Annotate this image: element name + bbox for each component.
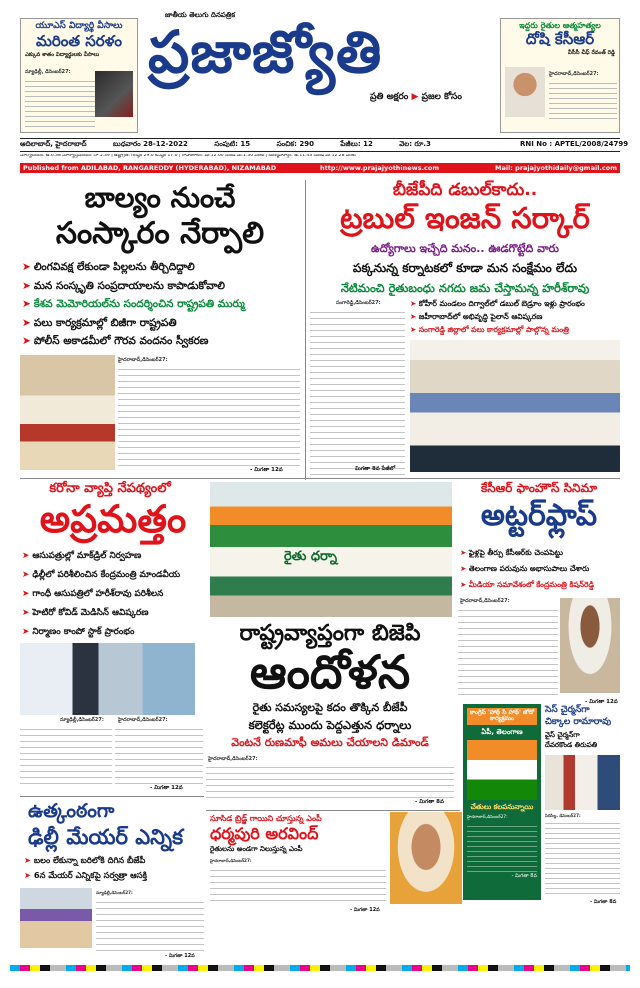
rni-number: RNI No : APTEL/2008/24799 [520, 140, 629, 148]
protest-headline-1: రాష్ట్రవ్యాప్తంగా బిజెపి [239, 621, 421, 646]
right-ear-sub: వీసీసీ చీఫ్ రేవంత్ రెడ్డి [567, 50, 615, 57]
bjp-bullet: ➤ జహీరాబాద్‌లో అభివృద్ధి పైలాన్ ఆవిష్కరణ [410, 312, 543, 321]
arvind-sub: రైతులను అండగా నిలుస్తున్న ఎంపీ [210, 845, 303, 853]
kishan-more: - మిగతా 12వ [585, 699, 618, 705]
kishan-reddy-photo [560, 598, 620, 693]
corona-bullet: ➤ గాంధీ ఆసుపత్రిలో హరీశ్‌రావు పరిశీలన [22, 589, 164, 599]
right-ear-body [549, 79, 617, 119]
mayor-byline: న్యూఢిల్లీ,డిసెంబర్27: [96, 890, 133, 895]
masthead-tagline: జాతీయ తెలుగు దినపత్రిక [165, 11, 235, 19]
left-ear-byline: న్యూఢిల్లీ, డిసెంబర్27: [25, 69, 71, 75]
president-bullet: ➤ పోలీస్ అకాడమీలో గౌరవ వందనం స్వీకరణ [22, 335, 209, 347]
bjp-bullet: ➤ సంగారెడ్డి జిల్లాలో పలు కార్యక్రమాల్లో పాల్గొన్న మంత్రి [410, 325, 569, 334]
motto-left: ప్రతి అక్షరం [370, 92, 409, 102]
protest-more: - మిగతా 8వ [415, 799, 444, 805]
congress-more: - మిగతా 8వ [511, 872, 537, 879]
president-bullet: ➤ పలు కార్యక్రమాల్లో బిజీగా రాష్ట్రపతి [22, 316, 177, 329]
protest-sub3: వెంటనే రుణమాఫీ అమలు చేయాలని డిమాండ్ [231, 736, 429, 749]
email-text: Mail: prajajyothidaily@gmail.com [495, 164, 617, 172]
mayor-bullets [24, 853, 206, 883]
corona-body-2 [115, 724, 203, 784]
mayor-kicker: ఉత్కంఠంగా [28, 800, 115, 822]
kishan-body [458, 605, 558, 700]
info-pages: పేజీలు: 12 [340, 140, 373, 148]
revanth-photo [505, 67, 545, 117]
bjp-bullet: ➤ కోహీర్ మండలం దిగ్వాల్‌లో డబుల్ బెడ్రూం ఇళ్లు ప్రారంభం [410, 299, 585, 308]
corona-bullet: ➤ ఢిల్లీలో పరిశీలించిన కేంద్రమంత్రి మాండవీయ [22, 570, 181, 580]
mayor-bullet: ➤ బలం లేకున్నా బరిలోకి దిగిన బీజేపీ [24, 855, 146, 865]
corona-body-1 [20, 724, 112, 784]
protest-headline-2: ఆందోళన [249, 645, 411, 699]
masthead-motto: ప్రతి అక్షరం ▶ ప్రజల కోసం [370, 92, 462, 102]
corona-kicker: కరోనా వ్యాప్తి నేపథ్యంలో [49, 481, 171, 496]
ces-headline-2: చిక్కాల రామారావు [545, 717, 612, 727]
president-byline: హైదరాబాద్,డిసెంబర్27: [118, 357, 168, 363]
ces-body [545, 819, 620, 897]
mayor-body [96, 897, 204, 951]
right-ear-headline: దోషి కేసీఆర్ [525, 30, 595, 49]
publisher-text: Published from ADILABAD, RANGAREDDY (HYDERABAD), NIZAMABAD [23, 164, 277, 172]
congress-photo [467, 740, 537, 800]
congress-box [463, 704, 541, 900]
bjp-kicker: బీజేపీది డబుల్‌కాదు.. [392, 180, 538, 200]
corona-bullets [22, 547, 207, 642]
president-bullet: ➤ కేశవ మెమోరియల్‌ను సందర్శించిన రాష్ట్రపతి ముర్ము [22, 298, 245, 310]
president-bullets [22, 258, 302, 351]
bjp-kicker-bar [310, 180, 620, 202]
left-ear-sub: ఎక్కువ శాతం విద్యార్థులకు వీసాలు [25, 52, 100, 59]
president-more: - మిగతా 12వ [250, 467, 283, 473]
congress-body [467, 822, 537, 872]
hospital-photo [20, 643, 195, 715]
kishan-bullet: ➤ మీడియా సమావేశంలో కేంద్రమంత్రి కిషన్‌రెడ్డి [460, 580, 595, 589]
info-issue: సంచిక: 290 [276, 140, 314, 148]
corona-bullet: ➤ నిర్మాణం కాంపో స్టాక్ ప్రారంభం [22, 627, 135, 637]
arvind-photo [390, 812, 462, 904]
arvind-headline: ధర్మపురి అరవింద్ [210, 824, 319, 843]
congress-sub: ఏపీ, తెలంగాణ [481, 727, 523, 736]
corona-bullet: ➤ ఆసుపత్రుల్లో మాక్‌డ్రిల్ నిర్వహణ [22, 551, 142, 561]
bjp-byline: సంగారెడ్డి,డిసెంబర్27: [336, 300, 381, 306]
kishan-bullet: ➤ తెలంగాణ పరువును అభాసుపాలు చేశారు [460, 564, 590, 573]
print-colour-strip [10, 965, 630, 971]
info-place: ఆదిలాబాద్, హైదరాబాద్ [20, 140, 87, 148]
protest-sub1: రైతు సమస్యలపై కదం తొక్కిన బీజేపీ [252, 701, 408, 714]
ces-photo [545, 755, 620, 810]
bjp-body [310, 307, 405, 475]
right-ear-box [500, 18, 620, 133]
mayor-photo [20, 888, 92, 948]
corona-bullet: ➤ హెటిరో కోవిడ్ మెడిసిన్ ఆవిష్కరణ [22, 608, 149, 618]
protest-byline: హైదరాబాద్,డిసెంబర్27: [208, 756, 258, 762]
corona-byline-1: న్యూఢిల్లీ,డిసెంబర్27: [60, 717, 104, 723]
right-ear-byline: హైదరాబాద్,డిసెంబర్27: [549, 71, 599, 77]
president-bullet: ➤ మన సంస్కృతి సంప్రదాయాలను కాపాడుకోవాలి [22, 279, 225, 292]
protest-sub2: కలెక్టరేట్ల ముందు పెద్దఎత్తున ధర్నాలు [248, 718, 412, 732]
president-bullet: ➤ లింగవివక్ష లేకుండా పిల్లలను తీర్చిదిద్దాలి [22, 261, 195, 273]
mayor-headline: ఢిల్లీ మేయర్ ఎన్నిక [28, 825, 184, 849]
arvind-kicker: సూసిడ బ్రిడ్జ్ గాయిని చూస్తున్న ఎంపీ [210, 814, 322, 823]
bjp-sub2: పక్కనున్న కర్నాటకలో కూడా మన సంక్షేమం లేదు [352, 261, 578, 275]
bjp-sub1: ఉద్యోగాలు ఇచ్చేది మనం.. ఊడగొట్టేది వారు [371, 242, 559, 255]
bjp-sub3: నేటిమంచి రైతుబంధు నగదు జమ చేస్తామన్న హరీశ్‌రావు [340, 281, 590, 295]
ces-sub-2: దేవరకొండ తిరుపతి [545, 741, 598, 749]
kishan-bullet: ➤ ఫైళ్లపై తీర్పు కేసీఆర్‌కు చెంపపెట్టు [460, 548, 563, 557]
congress-caption: చేతులు కలపనున్నాయి [470, 802, 534, 811]
kishan-kicker: కేసీఆర్ ఫాంహౌస్ సినిమా [480, 481, 598, 495]
harish-rao-photo [410, 340, 620, 472]
bjp-headline: ట్రబుల్ ఇంజన్ సర్కార్ [340, 201, 590, 235]
left-ear-kicker: యూఎస్ విద్యార్థి వీసాలు [35, 21, 123, 31]
president-headline-1: బాల్యం నుంచే [84, 181, 236, 214]
ces-headline-1: సెస్ చైర్మన్‌గా [545, 705, 590, 715]
ces-sub-1: వైస్ చైర్మన్‌గా [545, 731, 580, 739]
president-body [118, 364, 300, 466]
masthead-title: ప్రజాజ్యోతి [148, 18, 383, 86]
arvind-body [210, 865, 386, 905]
bjp-bullets [410, 297, 620, 336]
corona-more: - మిగతా 12వ [150, 785, 183, 791]
congress-badge: కాంగ్రెస్ 'హాథ్ సే హాథ్' జోడో కార్యక్రమం [467, 708, 537, 725]
motto-right: ప్రజల కోసం [421, 92, 462, 102]
kishan-byline: హైదరాబాద్,డిసెంబర్27: [460, 598, 510, 604]
corona-byline-2: హైదరాబాద్,డిసెంబర్27: [118, 717, 168, 723]
info-volume: సంపుటి: 15 [214, 140, 251, 148]
ces-byline: సిరిసిల్ల, డిసెంబర్27: [545, 813, 581, 818]
right-ear-kicker: ఇద్దరు రైతుల ఆత్మహత్యల [519, 21, 601, 30]
congress-byline: హైదరాబాద్,డిసెంబర్27: [467, 814, 508, 820]
president-headline-2: సంస్కారం నేర్పాలి [55, 216, 265, 251]
left-ear-box [20, 18, 138, 133]
mayor-bullet: ➤ 6న మేయర్ ఎన్నికపై సర్వత్రా ఆసక్తి [24, 870, 147, 880]
bjp-more: మిగతా 8వ పేజీలో [355, 466, 396, 472]
passport-photo [95, 71, 133, 117]
arvind-byline: హైదరాబాద్,డిసెంబర్27: [210, 858, 252, 863]
left-ear-headline: మరింత సరళం [36, 32, 122, 51]
corona-headline: అప్రమత్తం [39, 497, 187, 541]
kishan-headline: అట్టర్‌ఫ్లాప్ [480, 498, 598, 533]
protest-banner: రైతు ధర్నా [284, 549, 337, 564]
left-ear-body [25, 77, 95, 129]
kishan-bullets [460, 545, 620, 593]
info-price: వెల: రూ.3 [399, 140, 431, 148]
ces-more: - మిగతా 8వ [590, 899, 617, 905]
arvind-more: - మిగతా 12వ [350, 907, 380, 913]
protest-photo [210, 482, 452, 617]
website-text: http://www.prajajyothinews.com [320, 164, 440, 172]
president-photo [20, 355, 115, 470]
protest-body [206, 762, 454, 800]
info-date: బుధవారం 28-12-2022 [113, 140, 188, 148]
weather-strip: సూర్యోదయం: ఉ.6.38 సూర్యాస్తమయం: సా.5.39 | ఉష్ణోగ్రత: గరిష్ఠం 29.0 కనిష్ఠం 17.0 | రాహుకాలం: మ.12.00 నుండి మ.1.30 వరకు | దుర్ముహూర్తం: ఉ.11.43 నుండి మ.12.28 వరకు [20, 154, 356, 158]
publisher-strip [20, 163, 620, 173]
mayor-more: - మిగతా 12వ [165, 953, 195, 959]
